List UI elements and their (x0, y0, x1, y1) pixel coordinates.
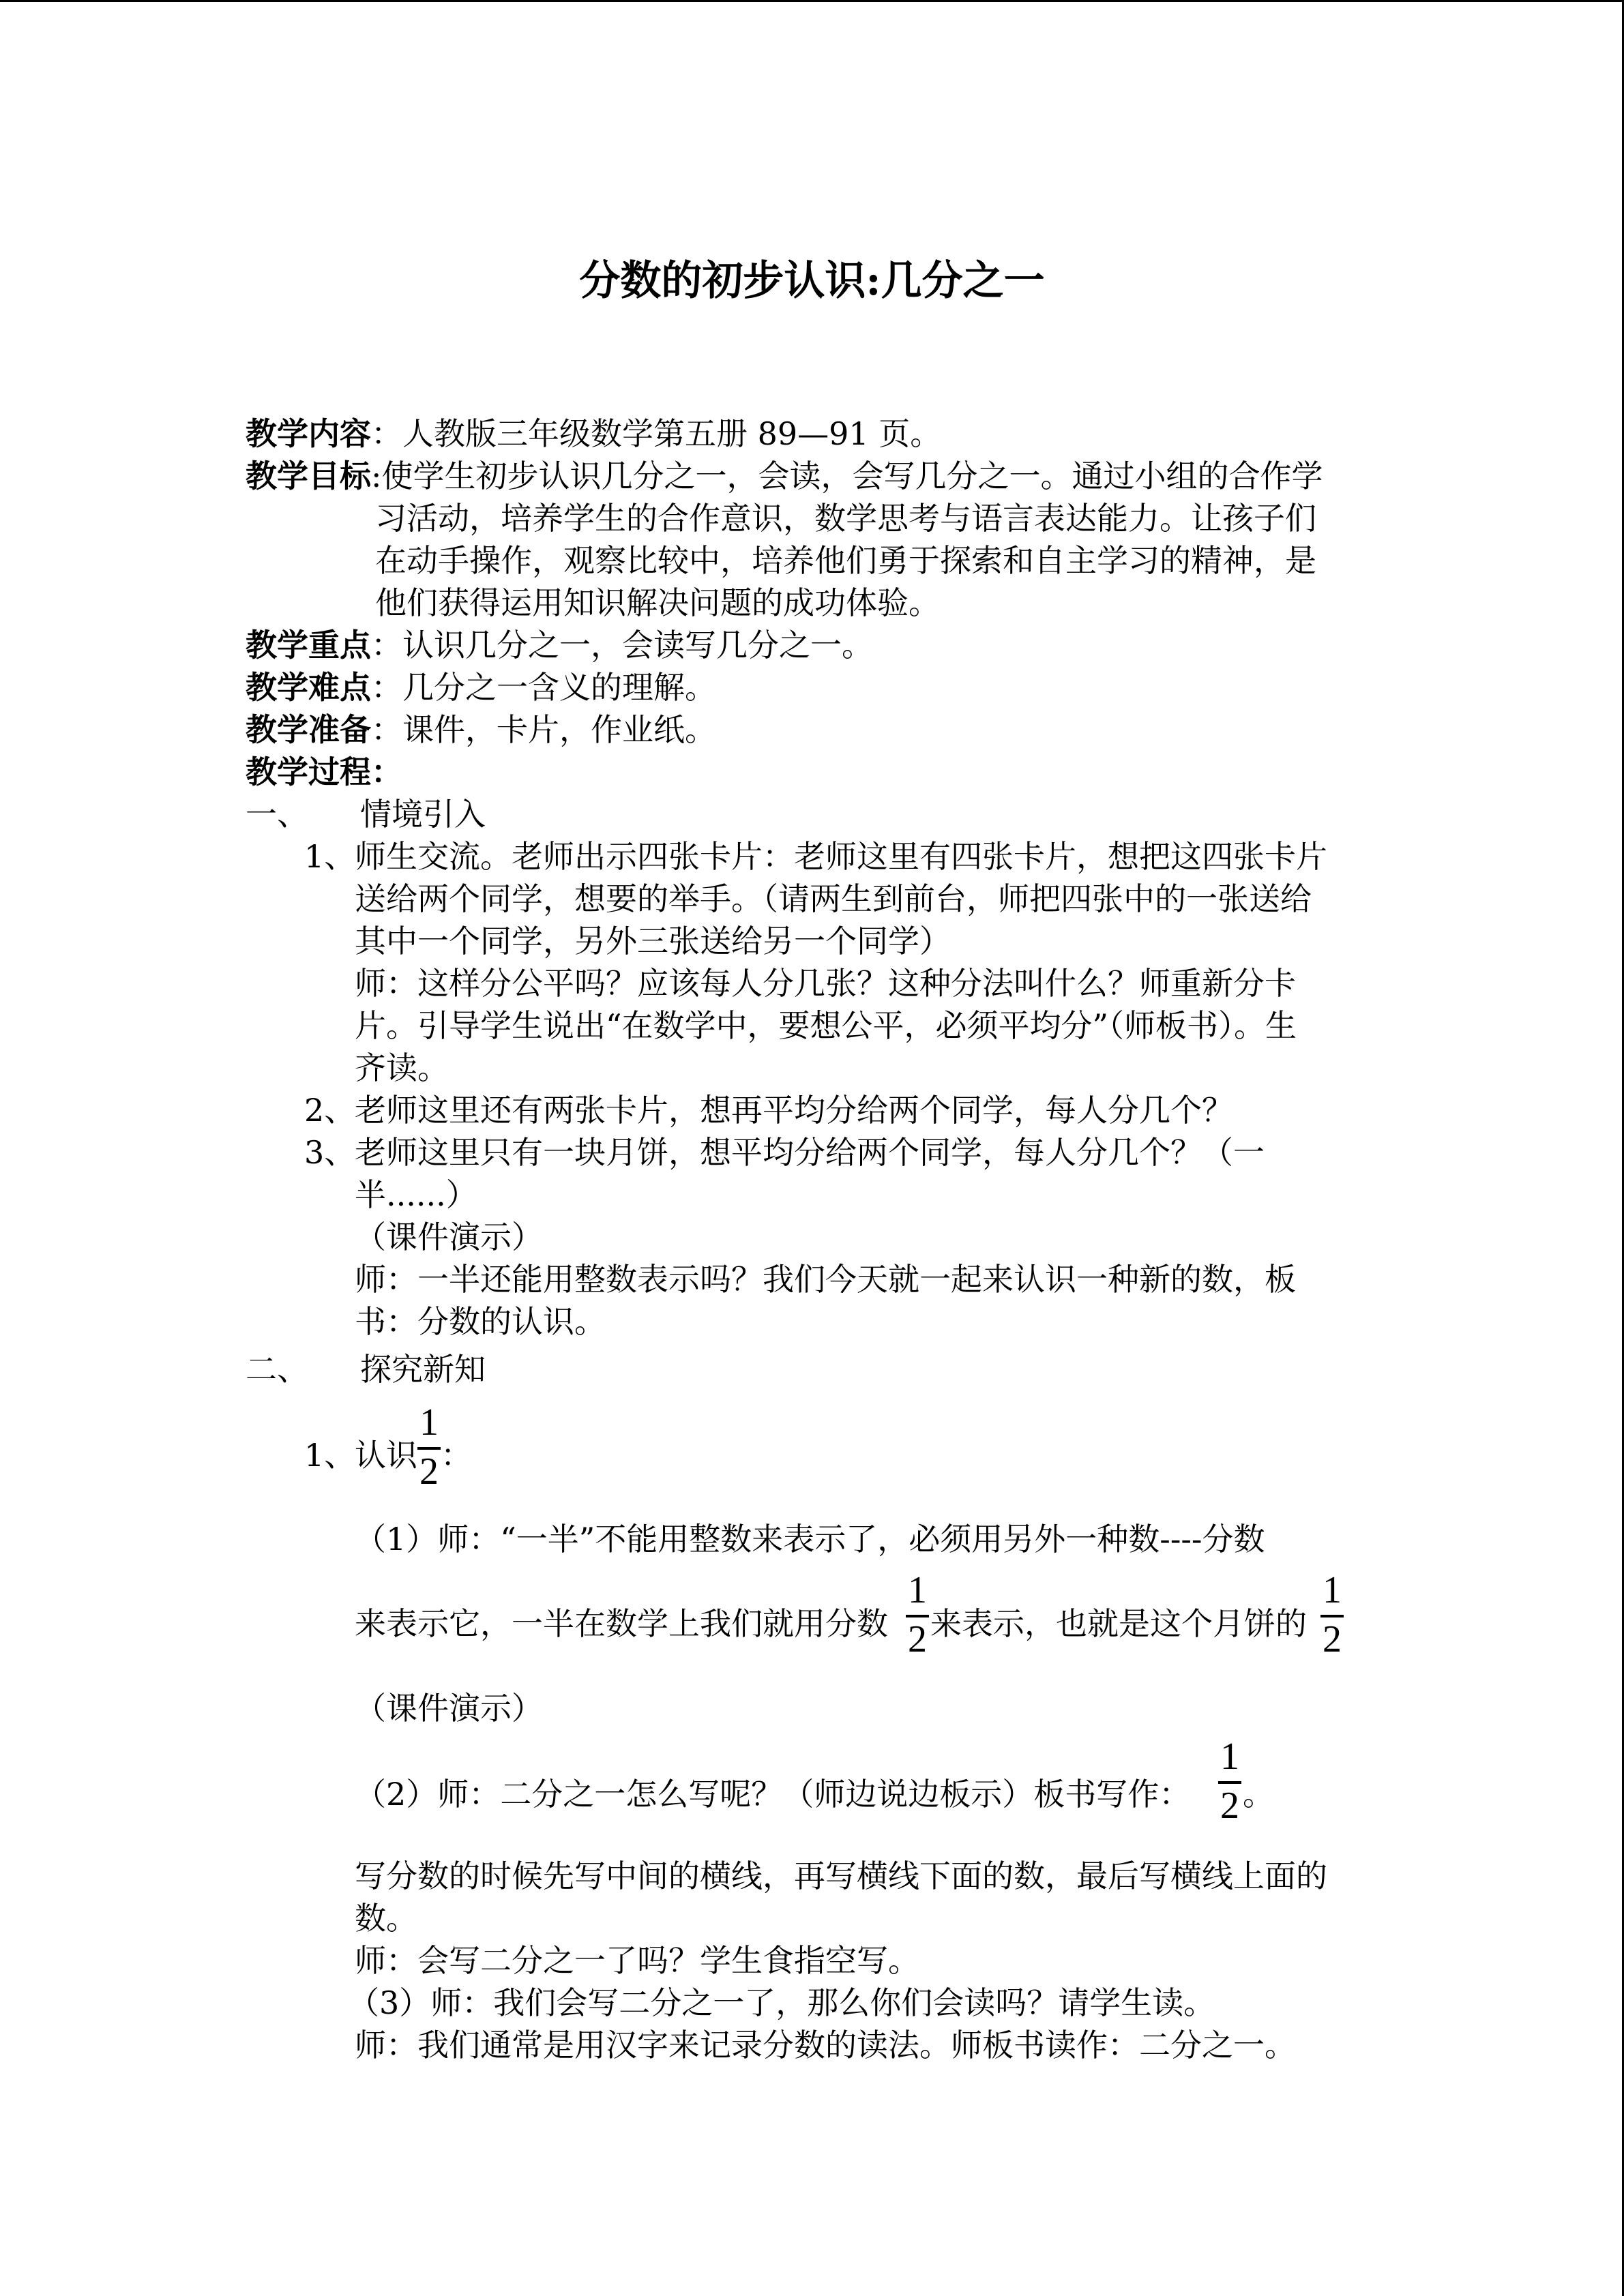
goal-line: 他们获得运用知识解决问题的成功体验。 (375, 584, 940, 621)
s1-item2-text: 老师这里还有两张卡片，想再平均分给两个同学，每人分几个？ (355, 1092, 1233, 1129)
difficulty-label: 教学难点 (246, 669, 371, 706)
s1-item1-number: 1、 (304, 838, 356, 875)
s2-para2-end: 。 (1243, 1776, 1274, 1813)
s1-item3-line: 书：分数的认识。 (355, 1303, 606, 1340)
s1-item3-line: 师：一半还能用整数表示吗？我们今天就一起来认识一种新的数，板 (355, 1261, 1296, 1298)
goal-line: :使学生初步认识几分之一，会读，会写几分之一。通过小组的合作学 (371, 458, 1323, 494)
prep-label: 教学准备 (246, 711, 371, 748)
s1-item1-line: 齐读。 (355, 1049, 449, 1086)
s1-item3-number: 3、 (304, 1134, 356, 1171)
s1-item3-line: （课件演示） (355, 1219, 543, 1255)
goal-label: 教学目标 (246, 458, 371, 494)
s2-para1-line-a: 来表示它，一半在数学上我们就用分数 (355, 1605, 888, 1642)
fraction-bar (1320, 1615, 1344, 1617)
goal-line: 在动手操作，观察比较中，培养他们勇于探索和自主学习的精神，是 (375, 542, 1316, 579)
s1-item1-line: 师生交流。老师出示四张卡片：老师这里有四张卡片，想把这四张卡片 (355, 838, 1327, 875)
fraction-denominator: 2 (419, 1450, 439, 1493)
fraction-numerator: 1 (1220, 1735, 1239, 1778)
key-label: 教学重点 (246, 627, 371, 664)
process-label: 教学过程： (246, 754, 402, 790)
fraction-numerator: 1 (908, 1569, 927, 1611)
s2-item1-label: 认识 (355, 1437, 417, 1474)
s2-write-line: （3）师：我们会写二分之一了，那么你们会读吗？请学生读。 (348, 1984, 1215, 2021)
section1-number: 一、 (246, 796, 308, 833)
s1-item1-line: 片。引导学生说出“在数学中，要想公平，必须平均分”（师板书）。生 (355, 1007, 1297, 1044)
fraction-bar (906, 1615, 929, 1617)
goal-line: 习活动，培养学生的合作意识，数学思考与语言表达能力。让孩子们 (375, 500, 1316, 537)
s1-item1-line: 师：这样分公平吗？应该每人分几张？这种分法叫什么？师重新分卡 (355, 965, 1296, 1002)
difficulty-row (246, 666, 716, 709)
section2-number: 二、 (246, 1351, 308, 1388)
fraction-denominator: 2 (1220, 1785, 1239, 1827)
key-text: ：认识几分之一，会读写几分之一。 (371, 627, 873, 664)
s1-item3-line: 老师这里只有一块月饼，想平均分给两个同学，每人分几个？（一 (355, 1134, 1265, 1171)
s2-para2: （2）师：二分之一怎么写呢？（师边说边板示）板书写作： (355, 1776, 1191, 1813)
fraction-bar (417, 1447, 441, 1450)
section2-heading: 探究新知 (360, 1351, 486, 1388)
s2-item1-number: 1、 (304, 1437, 356, 1474)
s1-item1-line: 送给两个同学，想要的举手。（请两生到前台，师把四张中的一张送给 (355, 880, 1312, 917)
section1-heading: 情境引入 (360, 796, 486, 833)
key-row (246, 624, 873, 666)
s1-item1-line: 其中一个同学，另外三张送给另一个同学） (355, 923, 951, 959)
page-title: 分数的初步认识:几分之一 (579, 257, 1045, 305)
fraction-numerator: 1 (1323, 1569, 1342, 1611)
prep-row (246, 709, 716, 751)
content-label: 教学内容 (246, 415, 371, 452)
difficulty-text: ：几分之一含义的理解。 (371, 669, 716, 706)
s1-item2-number: 2、 (304, 1092, 356, 1129)
s2-write-line: 师：会写二分之一了吗？学生食指空写。 (355, 1942, 919, 1979)
s2-demo: （课件演示） (355, 1690, 543, 1727)
s2-para1-line: （1）师：“一半”不能用整数来表示了，必须用另外一种数----分数 (355, 1521, 1265, 1557)
fraction-numerator: 1 (419, 1401, 439, 1444)
prep-text: ：课件，卡片，作业纸。 (371, 711, 716, 748)
s2-para1-line-b: 来表示，也就是这个月饼的 (930, 1605, 1307, 1642)
s2-write-line: 数。 (355, 1900, 417, 1937)
fraction-bar (1218, 1781, 1241, 1784)
goal-row (246, 455, 1323, 497)
content-row (246, 413, 941, 455)
top-border (0, 0, 1624, 2)
fraction-denominator: 2 (908, 1618, 927, 1660)
s2-item1-suffix: ： (441, 1437, 472, 1474)
fraction-denominator: 2 (1323, 1618, 1342, 1660)
content-text: ：人教版三年级数学第五册 89—91 页。 (371, 415, 942, 452)
s2-write-line: 师：我们通常是用汉字来记录分数的读法。师板书读作：二分之一。 (355, 2027, 1296, 2063)
s2-write-line: 写分数的时候先写中间的横线，再写横线下面的数，最后写横线上面的 (355, 1858, 1327, 1894)
s1-item3-line: 半......） (355, 1176, 477, 1213)
